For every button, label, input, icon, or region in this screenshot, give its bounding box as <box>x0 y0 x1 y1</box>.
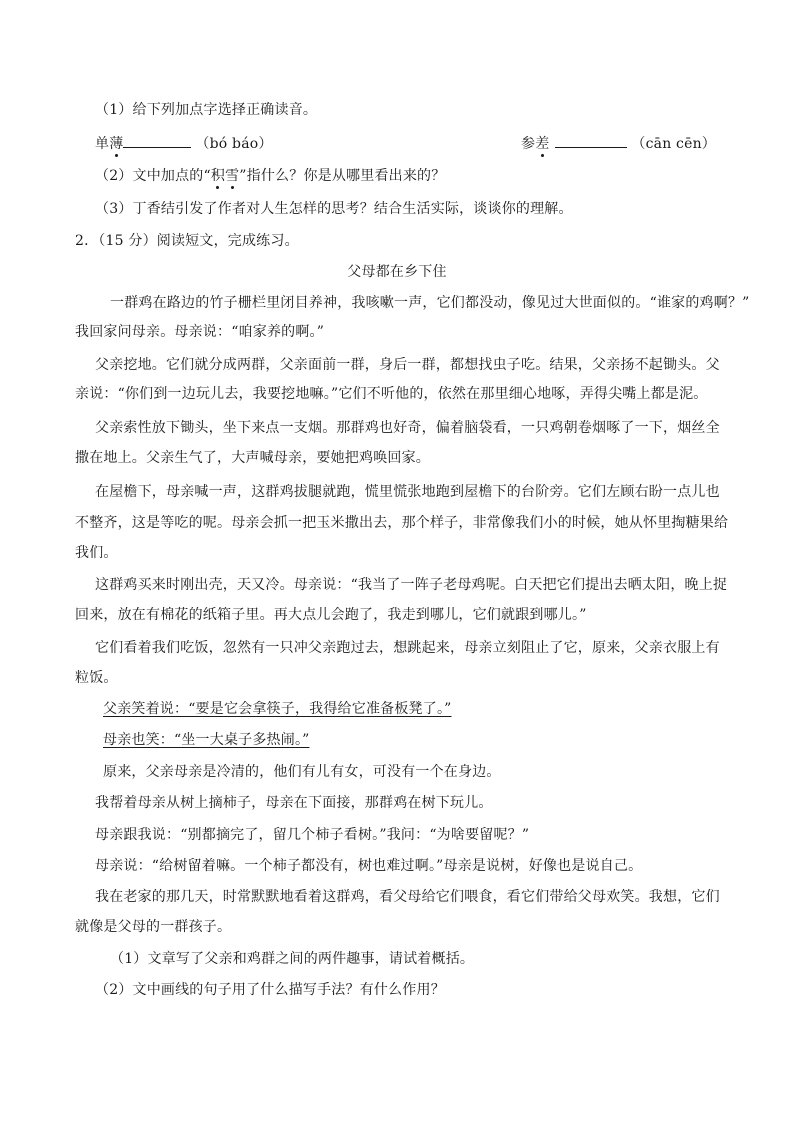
passage-line: 在屋檐下，母亲喊一声，这群鸡拔腿就跑，慌里慌张地跑到屋檐下的台阶旁。它们左顾右盼一点儿也 <box>95 484 720 500</box>
q2-sub1: （1）文章写了父亲和鸡群之间的两件趣事，请试着概括。 <box>110 951 475 967</box>
passage-line: 回来，放在有棉花的纸箱子里。再大点儿会跑了，我走到哪儿，它们就跟到哪儿。” <box>75 607 587 623</box>
passage-line: 母亲跟我说：“别都摘完了，留几个柿子看树。”我问：“为啥要留呢？” <box>95 827 530 843</box>
q2-header: 2．（15 分）阅读短文，完成练习。 <box>75 233 299 249</box>
dotted-char: 雪 <box>225 168 240 184</box>
passage-line: 一群鸡在路边的竹子栅栏里闭目养神，我咳嗽一声，它们都没动，像见过大世面似的。“谁家的鸡啊？” <box>110 295 750 311</box>
item1-options: （bó báo） <box>195 136 273 152</box>
passage-line: 撒在地上。父亲生气了，大声喊母亲，要她把鸡唤回家。 <box>75 450 430 466</box>
item2-options: （cān cēn） <box>631 136 717 152</box>
underlined-sentence-2: 母亲也笑：“坐一大桌子多热闹。” <box>103 732 310 748</box>
passage-line: 不整齐，这是等吃的呢。母亲会抓一把玉米撒出去，那个样子，非常像我们小的时候，她从怀里掏糖果给 <box>75 515 729 531</box>
passage-line: 就像是父母的一群孩子。 <box>75 919 232 935</box>
passage-line: 母亲说：“给树留着嘛。一个柿子都没有，树也难过啊。”母亲是说树，好像也是说自己。 <box>95 858 643 874</box>
item2-dotted-char: 差 <box>535 136 550 152</box>
item1-pre: 单 <box>95 136 110 152</box>
q1-sub2-dotted <box>211 168 239 184</box>
q1-sub3: （3）丁香结引发了作者对人生怎样的思考？结合生活实际，谈谈你的理解。 <box>95 201 573 217</box>
passage-line: 我回家问母亲。母亲说：“咱家养的啊。” <box>75 324 325 340</box>
passage-line: 我们。 <box>75 545 118 561</box>
passage-line: 原来，父亲母亲是冷清的，他们有儿有女，可没有一个在身边。 <box>103 764 501 780</box>
q1-sub1: （1）给下列加点字选择正确读音。 <box>95 102 318 118</box>
passage-line: 父亲挖地。它们就分成两群，父亲面前一群，身后一群，都想找虫子吃。结果，父亲扬不起锄头。父 <box>95 357 720 373</box>
dotted-char: 积 <box>210 168 226 184</box>
item1-answer-blank[interactable] <box>123 133 191 148</box>
passage-line: 我在老家的那几天，时常默默地看着这群鸡，看父母给它们喂食，看它们带给父母欢笑。我想，它们 <box>95 889 720 905</box>
q2-sub2: （2）文中画线的句子用了什么描写手法？有什么作用？ <box>95 982 445 998</box>
passage-line: 粒饭。 <box>75 670 118 686</box>
item1-dotted-char: 薄 <box>109 136 124 152</box>
passage-line: 这群鸡买来时刚出壳，天又冷。母亲说：“我当了一阵子老母鸡呢。白天把它们提出去晒太阳，晚上捉 <box>95 577 728 593</box>
underlined-sentence-1: 父亲笑着说：“要是它会拿筷子，我得给它准备板凳了。” <box>103 701 452 717</box>
item2-answer-blank[interactable] <box>555 133 627 148</box>
passage-line: 父亲索性放下锄头，坐下来点一支烟。那群鸡也好奇，偏着脑袋看，一只鸡朝卷烟啄了一下，烟丝全 <box>95 420 720 436</box>
item2-pre: 参 <box>521 136 536 152</box>
passage-title: 父母都在乡下住 <box>347 264 447 280</box>
q1-sub2-post: ”指什么？你是从哪里看出来的？ <box>239 168 446 184</box>
item2-group <box>521 133 716 154</box>
passage-line: 我帮着母亲从树上摘柿子，母亲在下面接，那群鸡在树下玩儿。 <box>95 795 493 811</box>
q1-sub2 <box>95 166 445 186</box>
passage-line: 亲说：“你们到一边玩儿去，我要挖地嘛。”它们不听他的，依然在那里细心地啄，弄得尖嘴上都是泥。 <box>75 386 708 402</box>
q1-pronunciation-row <box>95 133 717 154</box>
q1-sub2-pre: （2）文中加点的“ <box>95 168 211 184</box>
passage-line: 它们看着我们吃饭，忽然有一只冲父亲跑过去，想跳起来，母亲立刻阻止了它，原来，父亲衣服上有 <box>95 640 720 656</box>
